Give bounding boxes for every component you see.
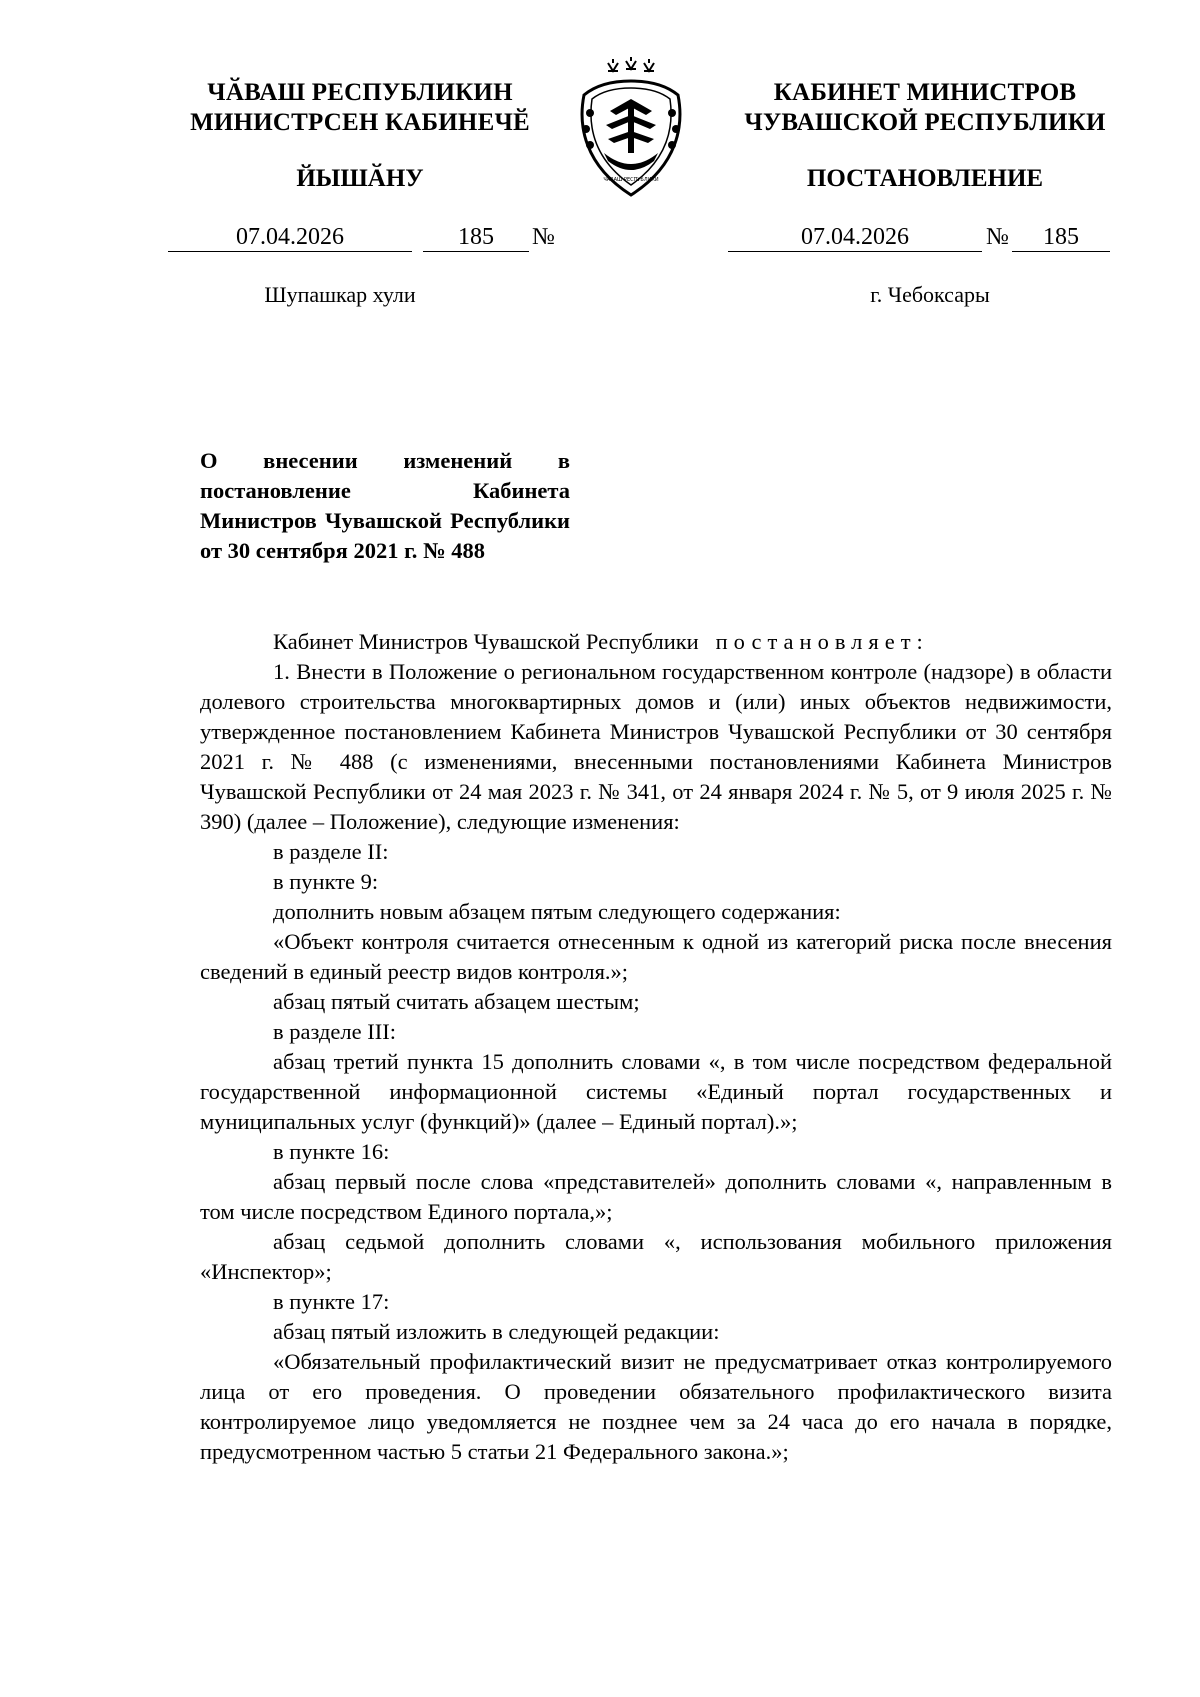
paragraph: «Обязательный профилактический визит не предусматривает отказ контролируемого лица от его проведения. О проведении обязательного профилактического визита контролируемое лицо уведомляется не позднее чем за 24 часа до его начала в порядке, предусмотренном частью 5 статьи 21 Федерального закона.»; [200,1349,1112,1464]
paragraph: в разделе II: [273,839,389,864]
dateline-right [0,223,1200,253]
header-left [160,78,560,138]
coat-of-arms-icon [570,55,692,205]
left-number: 185 [423,223,529,252]
header-right [700,78,1150,138]
paragraph: «Объект контроля считается отнесенным к одной из категорий риска после внесения сведений в единый реестр видов контроля.»; [200,929,1112,984]
decree-intro: Кабинет Министров Чувашской Республики [273,629,699,654]
left-date: 07.04.2026 [168,223,412,252]
document-body [200,627,1112,1467]
paragraph: в пункте 16: [273,1139,390,1164]
header-left-line1: ЧӐВАШ РЕСПУБЛИКИН [207,79,513,106]
doctype-right: ПОСТАНОВЛЕНИЕ [806,165,1044,192]
right-date: 07.04.2026 [728,223,982,252]
header-left-line2: МИНИСТРСЕН КАБИНЕЧӖ [190,109,530,136]
paragraph: в разделе III: [273,1019,396,1044]
decree-word: постановляет: [715,629,929,654]
doctype-left: ЙЫШӐНУ [296,165,424,192]
paragraph: абзац пятый изложить в следующей редакции: [273,1319,720,1344]
right-number: 185 [1012,223,1110,252]
paragraph: абзац третий пункта 15 дополнить словами «, в том числе посредством федеральной государственной информационной системы «Единый портал государственных и муниципальных услуг (функций)» (далее – Единый портал).»; [200,1049,1112,1134]
paragraph: в пункте 17: [273,1289,390,1314]
decree-line [200,627,1112,657]
paragraph: в пункте 9: [273,869,379,894]
right-number-sign: № [986,224,1009,250]
header-right-line1: КАБИНЕТ МИНИСТРОВ [773,79,1077,106]
header-right-line2: ЧУВАШСКОЙ РЕСПУБЛИКИ [744,109,1106,136]
left-number-sign: № [532,224,555,250]
svg-text:ЧӐВАШ РЕСПУБЛИКИ: ЧӐВАШ РЕСПУБЛИКИ [603,177,659,183]
paragraph: абзац пятый считать абзацем шестым; [273,989,640,1014]
paragraph: 1. Внести в Положение о региональном государственном контроле (надзоре) в области долевого строительства многоквартирных домов и (или) иных объектов недвижимости, утвержденное постановлением Кабинета Министров Чувашской Республики от 30 сентября 2021 г. № 488 (с изменениями, внесенными постановлениями Кабинета Министров Чувашской Республики от 24 мая 2023 г. № 341, от 24 января 2024 г. № 5, от 9 июля 2025 г. № 390) (далее – Положение), следующие изменения: [200,659,1112,834]
place-right: г. Чебоксары [870,282,990,307]
paragraph: абзац седьмой дополнить словами «, использования мобильного приложения «Инспектор»; [200,1229,1112,1284]
paragraph: дополнить новым абзацем пятым следующего содержания: [273,899,841,924]
place-left: Шупашкар хули [264,282,416,307]
paragraph: абзац первый после слова «представителей» дополнить словами «, направленным в том числе посредством Единого портала,»; [200,1169,1112,1224]
document-subject: О внесении изменений в постановление Кабинета Министров Чувашской Республики от 30 сентября 2021 г. № 488 [200,448,570,563]
